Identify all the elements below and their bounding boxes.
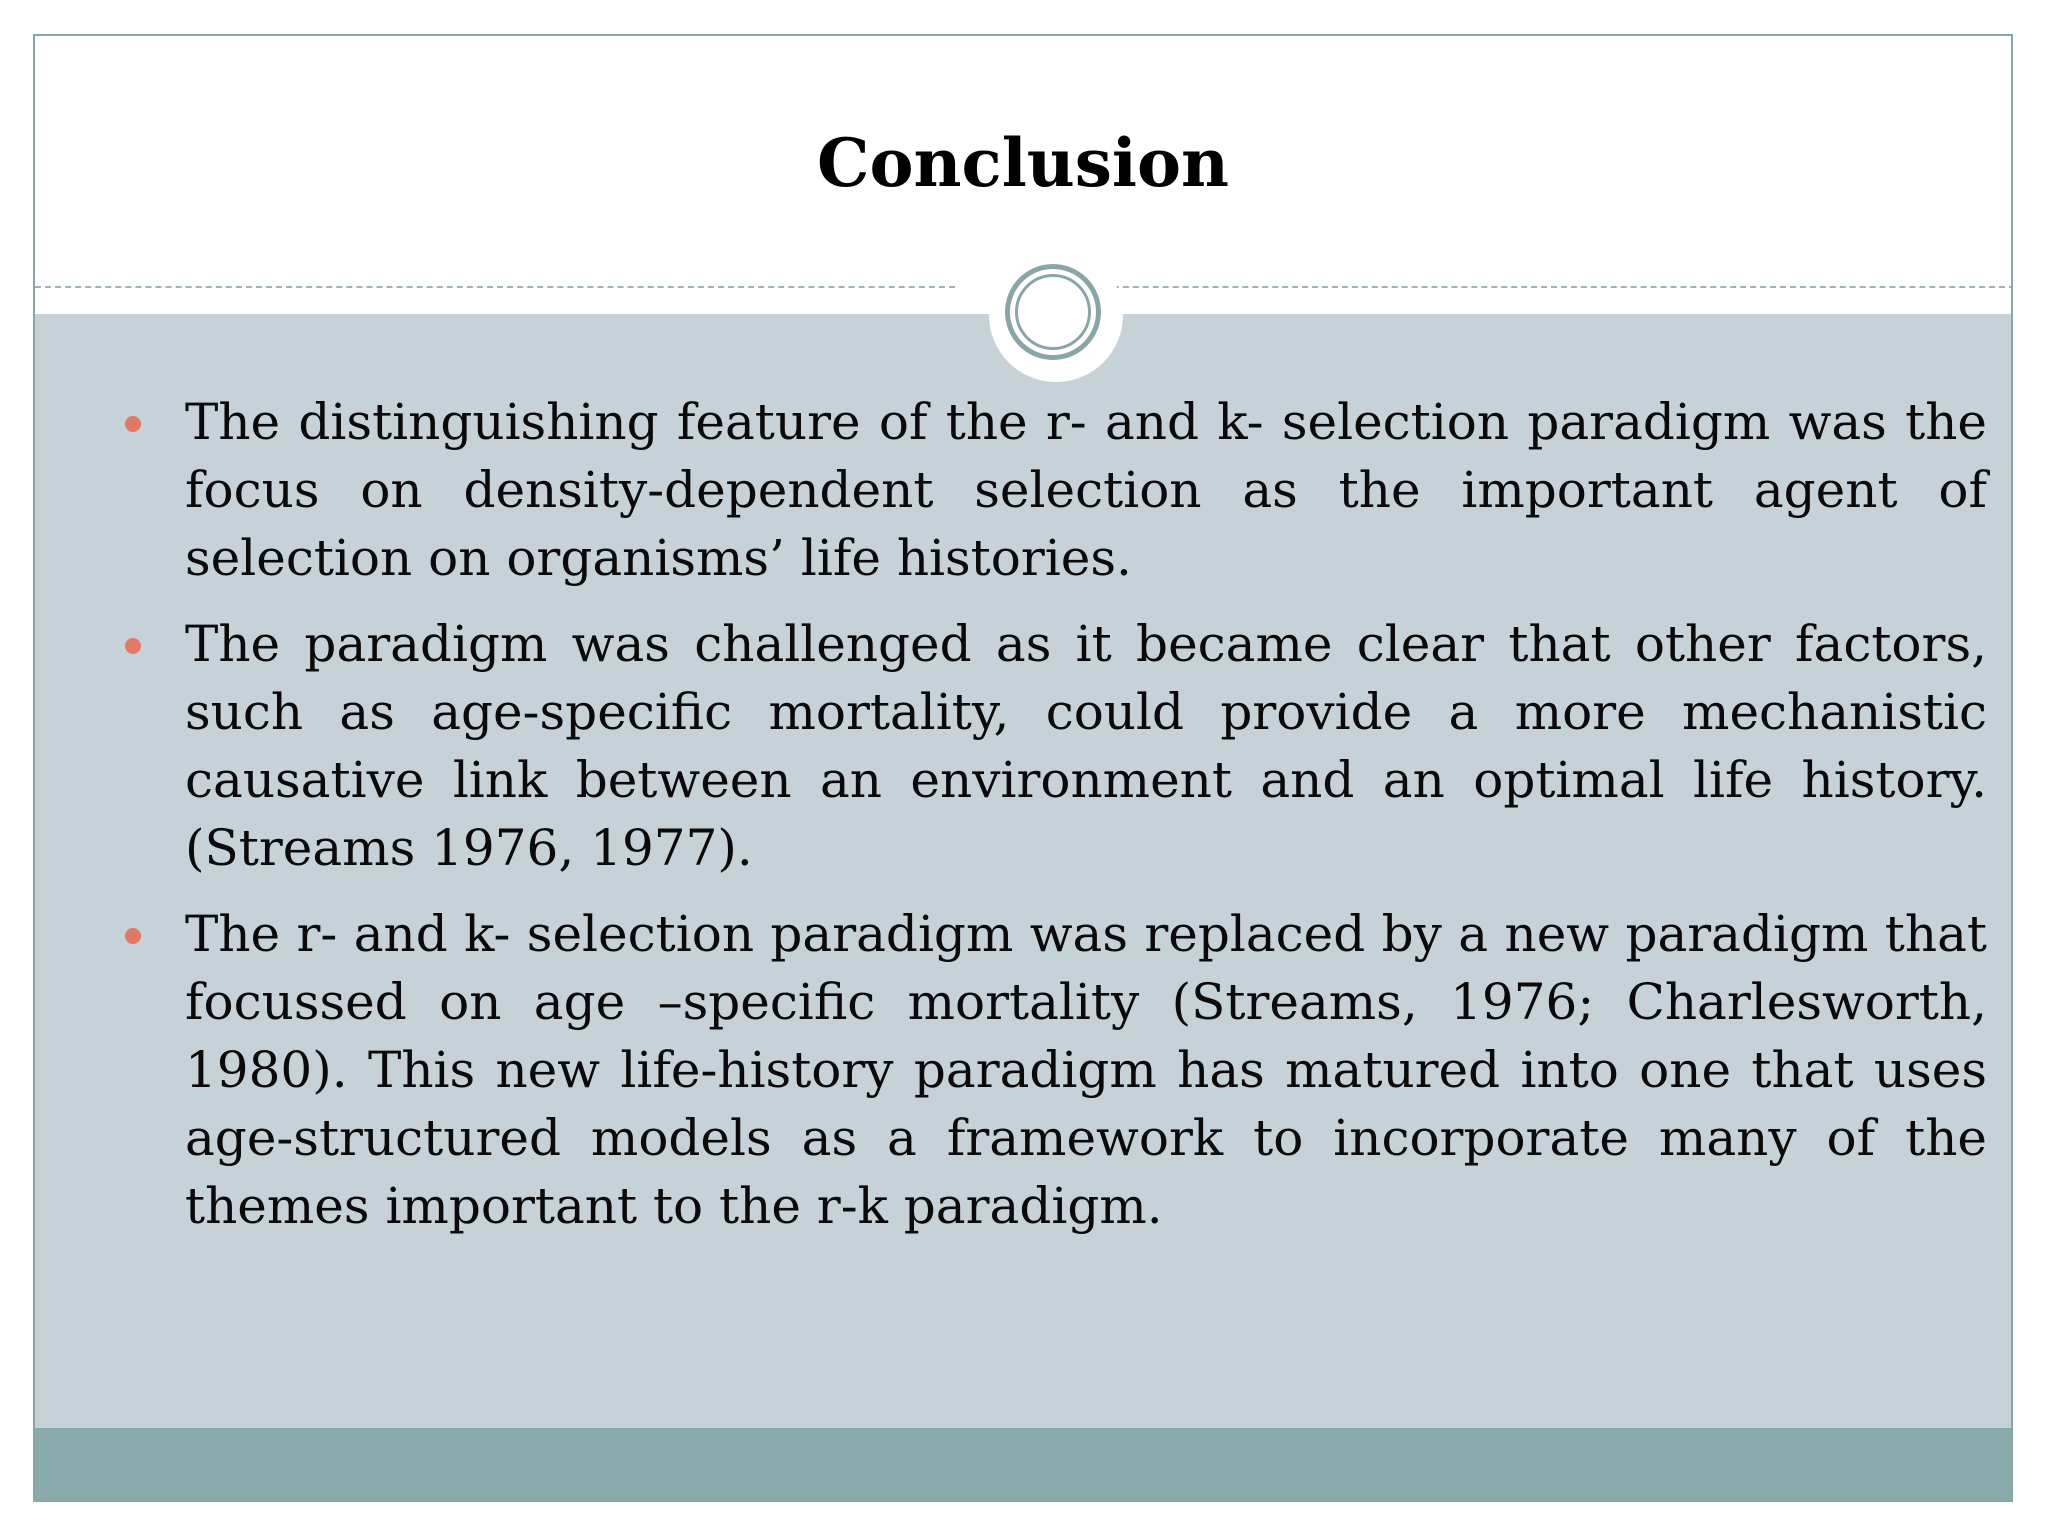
header-divider-left <box>35 286 955 288</box>
bullet-dot-icon <box>125 928 141 944</box>
bullet-text: The distinguishing feature of the r- and k- selection paradigm was the focus on density-dependent selection as the important agent of selection on organisms’ life histories. <box>185 393 1987 587</box>
bullet-item <box>145 610 1987 882</box>
bullet-dot-icon <box>125 638 141 654</box>
inner-ring-ornament-icon <box>1015 274 1091 350</box>
slide-title: Conclusion <box>816 124 1230 202</box>
footer-band <box>35 1428 2011 1500</box>
bullet-item <box>145 388 1987 592</box>
bullet-item <box>145 900 1987 1240</box>
bullet-text: The paradigm was challenged as it became clear that other factors, such as age-specific mortality, could provide a more mechanistic causative link between an environment and an optimal life history.(Streams 1976, 1977). <box>185 615 1987 877</box>
header-divider-right <box>1093 286 2013 288</box>
slide <box>33 34 2013 1502</box>
bullet-dot-icon <box>125 416 141 432</box>
bullet-list <box>145 388 1987 1258</box>
bullet-text: The r- and k- selection paradigm was replaced by a new paradigm that focussed on age –specific mortality (Streams, 1976; Charlesworth, 1980). This new life-history paradigm has matured into one that uses age-structured models as a framework to incorporate many of the themes important to the r-k paradigm. <box>185 905 1987 1235</box>
